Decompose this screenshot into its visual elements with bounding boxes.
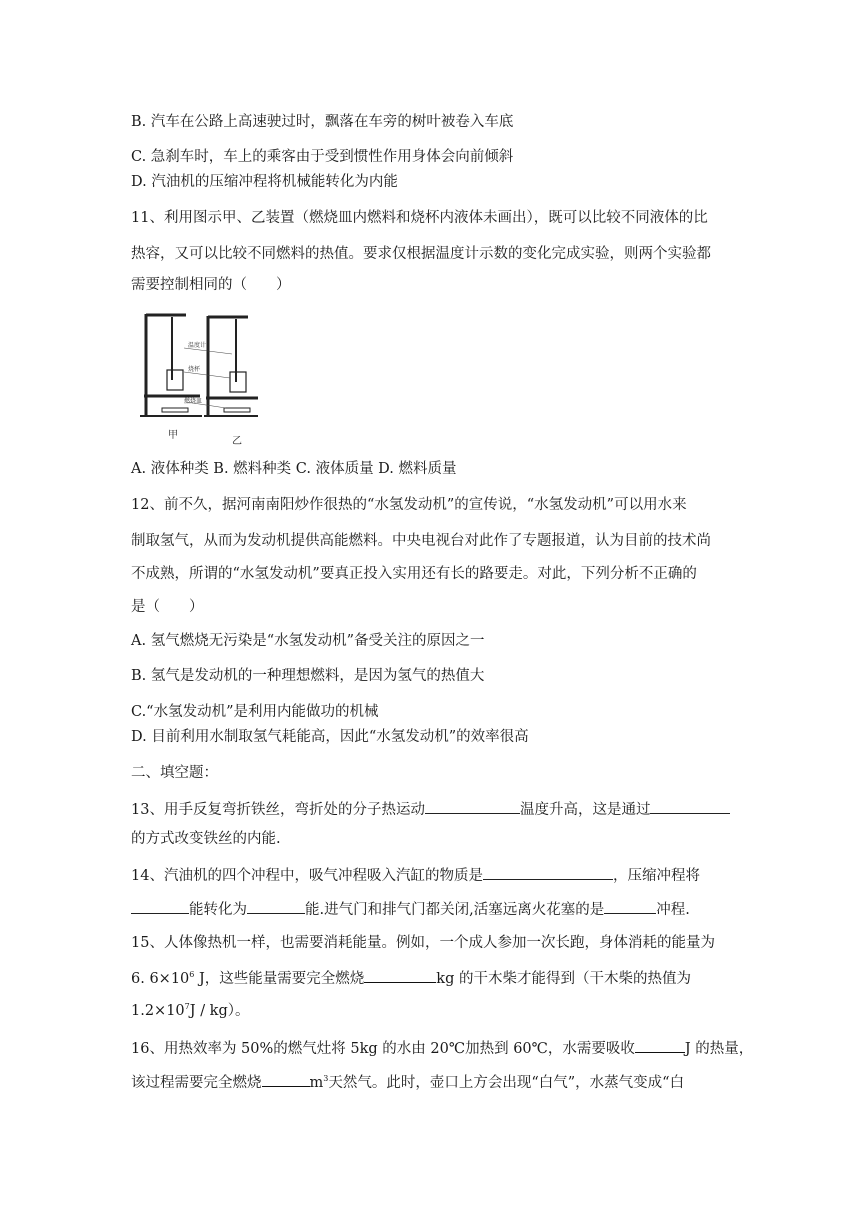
q10-option-c: C. 急刹车时，车上的乘客由于受到惯性作用身体会向前倾斜	[131, 149, 514, 165]
q13-blank-2[interactable]	[650, 798, 730, 814]
q16-unit: m	[309, 1075, 324, 1091]
q14-text-part1: 14、汽油机的四个冲程中，吸气冲程吸入汽缸的物质是	[131, 868, 483, 884]
q15-line2	[131, 967, 691, 989]
q16-line1	[131, 1037, 753, 1059]
q15-text-l2c: kg 的干木柴才能得到（干木柴的热值为	[436, 971, 691, 987]
q14-line1	[131, 864, 700, 886]
q11-stem-line1: 11、利用图示甲、乙装置（燃烧皿内燃料和烧杯内液体未画出），既可以比较不同液体的比	[131, 210, 708, 226]
q14-blank-4[interactable]	[604, 898, 656, 914]
q15-energy-exponent: 6	[189, 970, 195, 979]
label-yi: 乙	[232, 436, 242, 447]
q12-option-a: A. 氢气燃烧无污染是“水氢发动机”备受关注的原因之一	[131, 633, 485, 649]
q15-blank-1[interactable]	[364, 967, 436, 983]
q15-text-l3b: J / kg）。	[189, 1003, 250, 1019]
section-fill-in-title: 二、填空题：	[131, 765, 218, 781]
q16-text-l2c: 天然气。此时，壶口上方会出现“白气”，水蒸气变成“白	[328, 1075, 685, 1091]
q14-text-l2c: 冲程.	[656, 902, 690, 918]
q14-blank-2[interactable]	[131, 898, 189, 914]
q14-text-l2a: 能转化为	[189, 902, 247, 918]
beaker-label: 烧杯	[188, 366, 201, 373]
burner-dish-label: 燃烧皿	[184, 398, 203, 405]
q11-options: A. 液体种类 B. 燃料种类 C. 液体质量 D. 燃料质量	[131, 461, 457, 477]
apparatus-yi	[204, 316, 258, 416]
q15-text-l2b: J，这些能量需要完全燃烧	[194, 971, 365, 987]
q14-blank-1[interactable]	[483, 864, 613, 880]
q10-option-d: D. 汽油机的压缩冲程将机械能转化为内能	[131, 174, 398, 190]
q16-line2	[131, 1071, 684, 1093]
q12-stem-line2: 制取氢气，从而为发动机提供高能燃料。中央电视台对此作了专题报道，认为目前的技术尚	[131, 533, 711, 549]
q13-text-part1: 13、用手反复弯折铁丝，弯折处的分子热运动	[131, 802, 425, 818]
q11-apparatus-figure	[140, 308, 260, 453]
q15-energy-value: 6. 6×10	[131, 971, 190, 987]
q16-blank-2[interactable]	[262, 1071, 310, 1087]
label-jia: 甲	[168, 430, 178, 441]
q15-heat-value: 1.2×10	[131, 1003, 185, 1019]
q16-text-l1b: J 的热量，	[684, 1041, 754, 1057]
q10-option-b: B. 汽车在公路上高速驶过时，飘落在车旁的树叶被卷入车底	[131, 114, 514, 130]
q16-text-l2a: 该过程需要完全燃烧	[131, 1075, 262, 1091]
thermometer-label: 温度计	[188, 342, 207, 349]
q11-stem-line2: 热容，又可以比较不同燃料的热值。要求仅根据温度计示数的变化完成实验，则两个实验都	[131, 246, 711, 262]
q16-blank-1[interactable]	[635, 1037, 685, 1053]
q16-text-l1a: 16、用热效率为 50%的燃气灶将 5kg 的水由 20℃加热到 60℃，水需要吸收	[131, 1041, 635, 1057]
q15-line1: 15、人体像热机一样，也需要消耗能量。例如，一个成人参加一次长跑，身体消耗的能量为	[131, 935, 715, 951]
q15-line3	[131, 1001, 250, 1021]
q11-stem-line3: 需要控制相同的（ ）	[131, 277, 291, 293]
q12-stem-line1: 12、前不久，据河南南阳炒作很热的“水氢发动机”的宣传说，“水氢发动机”可以用水来	[131, 497, 687, 513]
q12-option-b: B. 氢气是发动机的一种理想燃料，是因为氢气的热值大	[131, 668, 485, 684]
q13-line1	[131, 798, 730, 820]
q16-unit-exponent: 3	[323, 1074, 329, 1083]
q12-stem-line3: 不成熟，所谓的“水氢发动机”要真正投入实用还有长的路要走。对此，下列分析不正确的	[131, 566, 697, 582]
q12-option-d: D. 目前利用水制取氢气耗能高，因此“水氢发动机”的效率很高	[131, 729, 529, 745]
q14-blank-3[interactable]	[247, 898, 305, 914]
q13-text-part2: 温度升高，这是通过	[519, 802, 651, 818]
q12-option-c: C.“水氢发动机”是利用内能做功的机械	[131, 704, 379, 720]
q13-line2: 的方式改变铁丝的内能.	[131, 831, 281, 847]
q14-text-part2: ，压缩冲程将	[612, 868, 700, 884]
q15-heat-exponent: 7	[184, 1002, 190, 1011]
q12-stem-line4: 是（ ）	[131, 599, 204, 615]
q13-blank-1[interactable]	[425, 798, 520, 814]
q14-text-l2b: 能.进气门和排气门都关闭,活塞远离火花塞的是	[305, 902, 605, 918]
q14-line2	[131, 898, 690, 920]
